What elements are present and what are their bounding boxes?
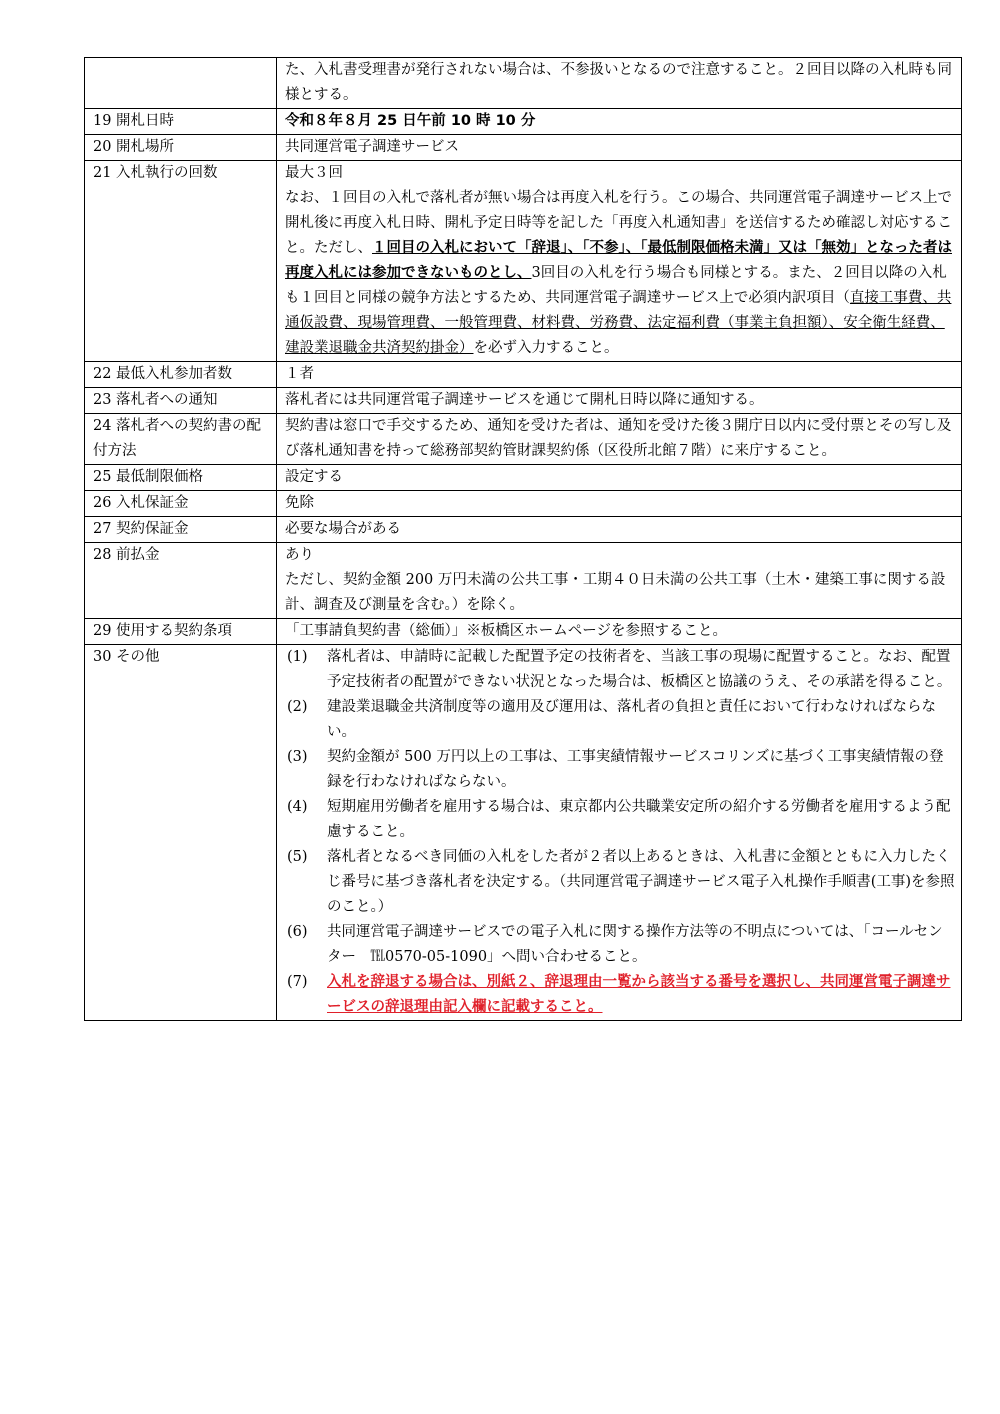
item-number: (6) — [287, 924, 308, 940]
max-rounds: 最大３回 — [285, 165, 343, 181]
row-value — [277, 161, 962, 362]
row-label: 30 その他 — [85, 645, 277, 1021]
bid-conditions-table — [84, 57, 962, 1021]
list-item — [285, 970, 956, 1020]
item-number: (4) — [287, 799, 308, 815]
withdrawal-notice: 入札を辞退する場合は、別紙２、辞退理由一覧から該当する番号を選択し、共同運営電子調達サービスの辞退理由記入欄に記載すること。 — [327, 974, 951, 1015]
list-item — [285, 695, 956, 745]
item-number: (2) — [287, 699, 308, 715]
item-text: 落札者は、申請時に記載した配置予定の技術者を、当該工事の現場に配置すること。なお、配置予定技術者の配置ができない状況となった場合は、板橋区と協議のうえ、その承諾を得ること。 — [327, 649, 952, 690]
row-label: 25 最低制限価格 — [85, 465, 277, 491]
rebid-restriction: １回目の入札において「辞退」、「不参」、「最低制限価格未満」又は「無効」となった者は再度入札には参加できないものとし、 — [285, 240, 952, 281]
row-value: 必要な場合がある — [277, 517, 962, 543]
rebid-text: を必ず入力すること。 — [473, 340, 619, 356]
table-row — [85, 109, 962, 135]
table-row — [85, 362, 962, 388]
row-label: 20 開札場所 — [85, 135, 277, 161]
row-label: 26 入札保証金 — [85, 491, 277, 517]
row-value: 「工事請負契約書（総価）」※板橋区ホームページを参照すること。 — [277, 619, 962, 645]
row-label — [85, 58, 277, 109]
row-value — [277, 543, 962, 619]
item-text: 落札者となるべき同価の入札をした者が２者以上あるときは、入札書に金額とともに入力したくじ番号に基づき落札者を決定する。（共同運営電子調達サービス電子入札操作手順書(工事)を参照のこと。） — [327, 849, 955, 915]
table-row — [85, 619, 962, 645]
row-label: 22 最低入札参加者数 — [85, 362, 277, 388]
row-label: 19 開札日時 — [85, 109, 277, 135]
table-row — [85, 543, 962, 619]
row-label: 23 落札者への通知 — [85, 388, 277, 414]
list-item — [285, 920, 956, 970]
row-label: 29 使用する契約条項 — [85, 619, 277, 645]
advance-payment-note: ただし、契約金額 200 万円未満の公共工事・工期４０日未満の公共工事（土木・建築工事に関する設計、調査及び測量を含む。）を除く。 — [285, 572, 946, 613]
row-label: 21 入札執行の回数 — [85, 161, 277, 362]
row-value: 契約書は窓口で手交するため、通知を受けた者は、通知を受けた後３開庁日以内に受付票とその写し及び落札通知書を持って総務部契約管財課契約係（区役所北館７階）に来庁すること。 — [277, 414, 962, 465]
table-row — [85, 517, 962, 543]
row-value: 共同運営電子調達サービス — [277, 135, 962, 161]
row-value: １者 — [277, 362, 962, 388]
table-row — [85, 491, 962, 517]
table-row — [85, 388, 962, 414]
row-label: 28 前払金 — [85, 543, 277, 619]
rebid-text: 3回目の入札を行う場合も同様とする。また、２回目以降の入札も１回目と同様の競争方法とするため、共同運営電子調達サービス上で必須内訳項目（ — [285, 265, 947, 306]
table-row — [85, 58, 962, 109]
list-item — [285, 795, 956, 845]
row-value: 設定する — [277, 465, 962, 491]
advance-payment-flag: あり — [285, 547, 314, 563]
table-row — [85, 645, 962, 1021]
item-number: (1) — [287, 649, 308, 665]
list-item — [285, 645, 956, 695]
row-value — [277, 645, 962, 1021]
item-number: (3) — [287, 749, 308, 765]
item-number: (7) — [287, 974, 308, 990]
list-item — [285, 745, 956, 795]
item-text: 契約金額が 500 万円以上の工事は、工事実績情報サービスコリンズに基づく工事実績情報の登録を行わなければならない。 — [327, 749, 944, 790]
table-row — [85, 135, 962, 161]
table-row — [85, 161, 962, 362]
row-value: 落札者には共同運営電子調達サービスを通じて開札日時以降に通知する。 — [277, 388, 962, 414]
row-label: 24 落札者への契約書の配付方法 — [85, 414, 277, 465]
row-value: 免除 — [277, 491, 962, 517]
rebid-paragraph — [285, 186, 956, 361]
item-text: 共同運営電子調達サービスでの電子入札に関する操作方法等の不明点については、「コールセンター ℡0570-05-1090」へ問い合わせること。 — [327, 924, 943, 965]
required-items: 直接工事費、共通仮設費、現場管理費、一般管理費、材料費、労務費、法定福利費（事業主負担額）、安全衛生経費、建設業退職金共済契約掛金） — [285, 290, 952, 356]
rebid-text: なお、１回目の入札で落札者が無い場合は再度入札を行う。この場合、共同運営電子調達サービス上で開札後に再度入札日時、開札予定日時等を記した「再度入札通知書」を送信するため確認し対応すること。ただし、 — [285, 190, 952, 256]
item-text: 建設業退職金共済制度等の適用及び運用は、落札者の負担と責任において行わなければならない。 — [327, 699, 936, 740]
item-number: (5) — [287, 849, 308, 865]
item-text: 短期雇用労働者を雇用する場合は、東京都内公共職業安定所の紹介する労働者を雇用するよう配慮すること。 — [327, 799, 951, 840]
row-value: た、入札書受理書が発行されない場合は、不参扱いとなるので注意すること。２回目以降の入札時も同様とする。 — [277, 58, 962, 109]
row-label: 27 契約保証金 — [85, 517, 277, 543]
opening-datetime: 令和８年８月 25 日午前 10 時 10 分 — [277, 109, 962, 135]
table-row — [85, 414, 962, 465]
list-item — [285, 845, 956, 920]
table-row — [85, 465, 962, 491]
